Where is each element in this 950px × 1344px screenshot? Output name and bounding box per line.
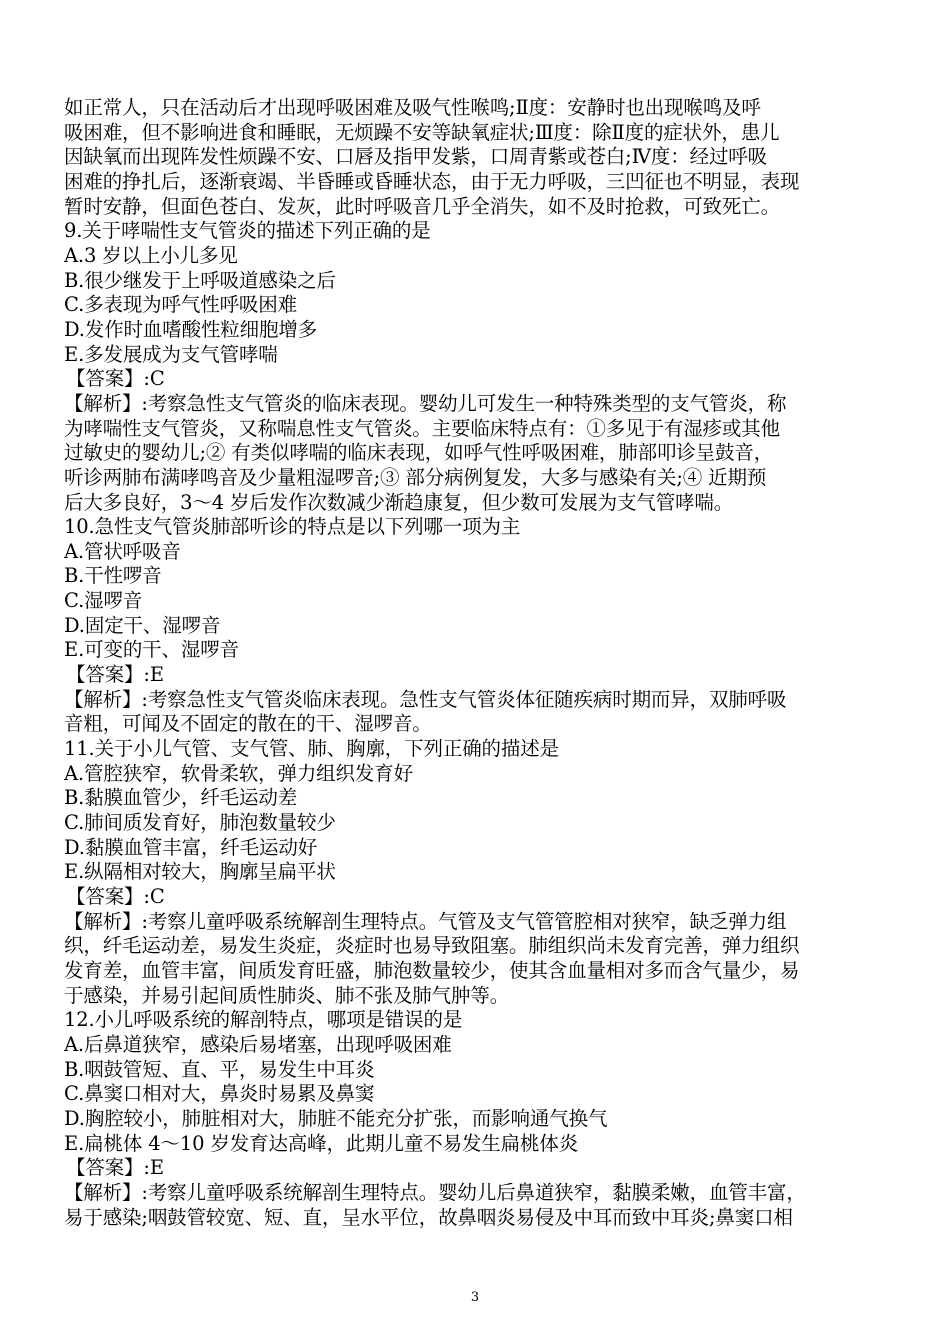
option-b: B.很少继发于上呼吸道感染之后 [64,268,336,292]
question-10-stem: 10.急性支气管炎肺部听诊的特点是以下列哪一项为主 [64,515,521,539]
explanation-line: 音粗，可闻及不固定的散在的干、湿啰音。 [64,712,432,736]
explanation-line: 【解析】:考察急性支气管炎临床表现。急性支气管炎体征随疾病时期而异，双肺呼吸 [64,687,787,711]
option-e: E.可变的干、湿啰音 [64,638,239,662]
answer-line: 【答案】:E [66,1156,164,1180]
option-c: C.多表现为呼气性呼吸困难 [64,293,297,317]
text-line: 暂时安静，但面色苍白、发灰，此时呼吸音几乎全消失，如不及时抢救，可致死亡。 [64,194,780,218]
text-line: 因缺氧而出现阵发性烦躁不安、口唇及指甲发紫，口周青紫或苍白;Ⅳ度：经过呼吸 [64,145,768,169]
explanation-line: 【解析】:考察儿童呼吸系统解剖生理特点。婴幼儿后鼻道狭窄，黏膜柔嫩，血管丰富， [64,1180,806,1204]
page-number: 3 [470,1290,480,1305]
answer-line: 【答案】:C [66,885,165,908]
question-11-stem: 11.关于小儿气管、支气管、肺、胸廓，下列正确的描述是 [64,737,559,761]
option-a: A.后鼻道狭窄，感染后易堵塞，出现呼吸困难 [64,1032,452,1056]
option-d: D.发作时血嗜酸性粒细胞增多 [64,317,318,341]
option-b: B.干性啰音 [64,564,162,588]
explanation-line: 【解析】:考察儿童呼吸系统解剖生理特点。气管及支气管管腔相对狭窄，缺乏弹力组 [64,909,787,933]
option-d: D.黏膜血管丰富，纤毛运动好 [64,835,318,859]
option-a: A.管腔狭窄，软骨柔软，弹力组织发育好 [64,761,413,785]
text-line: 困难的挣扎后，逐渐衰竭、半昏睡或昏睡状态，由于无力呼吸，三凹征也不明显，表现 [64,169,800,193]
option-a: A.管状呼吸音 [64,539,181,563]
explanation-line: 后大多良好，3～4 岁后发作次数减少渐趋康复，但少数可发展为支气管哮喘。 [64,490,734,514]
option-d: D.胸腔较小，肺脏相对大，肺脏不能充分扩张，而影响通气换气 [64,1106,608,1130]
option-b: B.咽鼓管短、直、平，易发生中耳炎 [64,1057,375,1081]
option-c: C.鼻窦口相对大，鼻炎时易累及鼻窦 [64,1082,375,1106]
option-e: E.多发展成为支气管哮喘 [64,342,278,366]
answer-line: 【答案】:E [66,663,164,687]
explanation-line: 过敏史的婴幼儿;② 有类似哮喘的临床表现，如呼气性呼吸困难，肺部叩诊呈鼓音， [64,441,774,465]
explanation-line: 【解析】:考察急性支气管炎的临床表现。婴幼儿可发生一种特殊类型的支气管炎，称 [64,391,787,415]
option-e: E.扁桃体 4～10 岁发育达高峰，此期儿童不易发生扁桃体炎 [64,1131,579,1155]
option-b: B.黏膜血管少，纤毛运动差 [64,786,298,810]
document-body [64,96,886,1230]
option-c: C.湿啰音 [64,589,143,613]
text-line: 吸困难，但不影响进食和睡眠，无烦躁不安等缺氧症状;Ⅲ度：除Ⅱ度的症状外，患儿 [64,120,780,144]
explanation-line: 于感染，并易引起间质性肺炎、肺不张及肺气肿等。 [64,983,510,1007]
option-a: A.3 岁以上小儿多见 [64,243,238,267]
answer-line: 【答案】:C [66,367,165,391]
question-12-stem: 12.小儿呼吸系统的解剖特点，哪项是错误的是 [64,1008,463,1032]
option-d: D.固定干、湿啰音 [64,613,221,637]
option-c: C.肺间质发育好，肺泡数量较少 [64,811,336,835]
explanation-line: 易于感染;咽鼓管较宽、短、直，呈水平位，故鼻咽炎易侵及中耳而致中耳炎;鼻窦口相 [64,1205,793,1229]
explanation-line: 织，纤毛运动差，易发生炎症，炎症时也易导致阻塞。肺组织尚未发育完善，弹力组织 [64,934,800,958]
explanation-line: 为哮喘性支气管炎，又称喘息性支气管炎。主要临床特点有：①多见于有湿疹或其他 [64,416,780,440]
explanation-line: 发育差，血管丰富，间质发育旺盛，肺泡数量较少，使其含血量相对多而含气量少，易 [64,958,800,982]
text-line: 如正常人，只在活动后才出现呼吸困难及吸气性喉鸣;Ⅱ度：安静时也出现喉鸣及呼 [64,96,761,119]
option-e: E.纵隔相对较大，胸廓呈扁平状 [64,860,336,884]
question-9-stem: 9.关于哮喘性支气管炎的描述下列正确的是 [64,219,431,243]
explanation-line: 听诊两肺布满哮鸣音及少量粗湿啰音;③ 部分病例复发，大多与感染有关;④ 近期预 [64,465,767,489]
